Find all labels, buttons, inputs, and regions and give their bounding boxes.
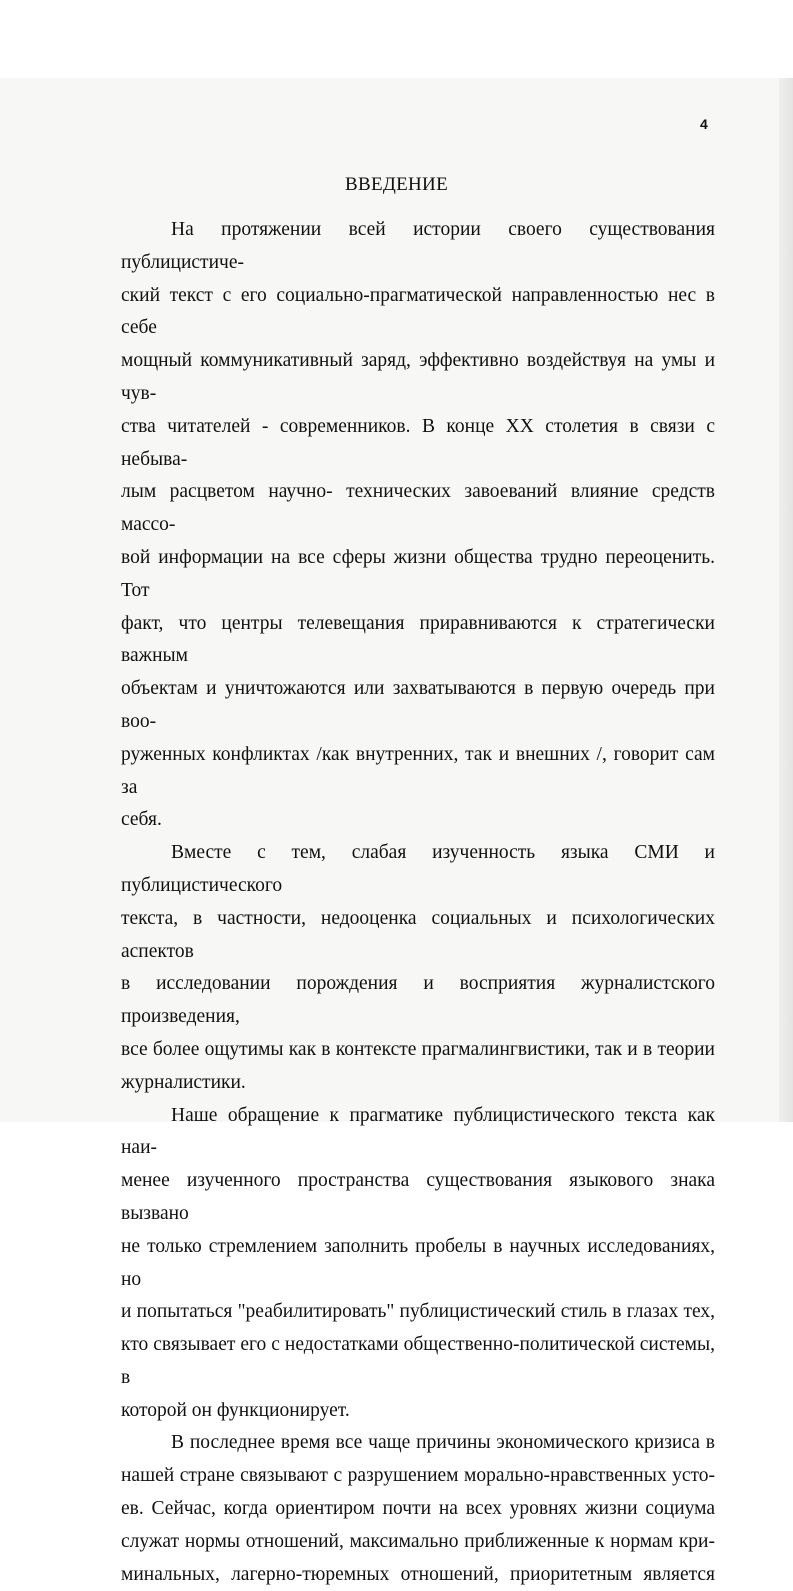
text-line: мощный коммуникативный заряд, эффективно воздействуя на умы и чув- bbox=[121, 350, 715, 404]
body-text bbox=[121, 214, 715, 1591]
text-line: менее изученного пространства существования языкового знака вызвано bbox=[121, 1170, 715, 1224]
paragraph-4 bbox=[121, 1427, 715, 1591]
text-line: Вместе с тем, слабая изученность языка СМИ и публицистического bbox=[121, 842, 715, 896]
text-line: ев. Сейчас, когда ориентиром почти на всех уровнях жизни социума bbox=[121, 1498, 715, 1520]
text-line: вой информации на все сферы жизни общества трудно переоценить. Тот bbox=[121, 546, 715, 601]
page-number: 4 bbox=[700, 116, 708, 132]
paragraph-1 bbox=[121, 214, 715, 837]
text-line: все более ощутимы как в контексте прагмалингвистики, так и в теории bbox=[121, 1038, 715, 1060]
paragraph-3 bbox=[121, 1100, 715, 1428]
paragraph-2 bbox=[121, 837, 715, 1099]
section-heading: ВВЕДЕНИЕ bbox=[345, 174, 448, 195]
text-line: в исследовании порождения и восприятия журналистского произведения, bbox=[121, 973, 715, 1028]
text-line: минальных, лагерно-тюремных отношений, приоритетным является bbox=[121, 1563, 715, 1585]
text-line: Наше обращение к прагматике публицистического текста как наи- bbox=[121, 1104, 715, 1159]
text-line: не только стремлением заполнить пробелы в научных исследованиях, но bbox=[121, 1235, 715, 1290]
text-line: нашей стране связывают с разрушением морально-нравственных усто- bbox=[121, 1465, 715, 1487]
text-line: кто связывает его с недостатками общественно-политической системы, в bbox=[121, 1334, 715, 1388]
scan-margin-top bbox=[0, 0, 793, 78]
text-line: которой он функционирует. bbox=[121, 1399, 350, 1421]
text-line: себя. bbox=[121, 809, 162, 831]
text-line: журналистики. bbox=[121, 1071, 246, 1093]
text-line: лым расцветом научно- технических завоеваний влияние средств массо- bbox=[121, 481, 715, 536]
text-line: служат нормы отношений, максимально приближенные к нормам кри- bbox=[121, 1530, 715, 1552]
text-line: В последнее время все чаще причины экономического кризиса в bbox=[171, 1432, 715, 1454]
text-line: руженных конфликтах /как внутренних, так и внешних /, говорит сам за bbox=[121, 743, 715, 798]
text-line: ства читателей - современников. В конце XX столетия в связи с небыва- bbox=[121, 415, 715, 470]
text-line: объектам и уничтожаются или захватываются в первую очередь при воо- bbox=[121, 678, 715, 732]
text-line: факт, что центры телевещания приравниваются к стратегически важным bbox=[121, 612, 715, 667]
text-line: текста, в частности, недооценка социальных и психологических аспектов bbox=[121, 907, 715, 962]
text-line: На протяжении всей истории своего существования публицистиче- bbox=[121, 219, 715, 273]
text-line: и попытаться "реабилитировать" публицистический стиль в глазах тех, bbox=[121, 1301, 715, 1323]
scan-margin-right bbox=[779, 78, 793, 1122]
text-line: ский текст с его социально-прагматической направленностью нес в себе bbox=[121, 284, 715, 339]
